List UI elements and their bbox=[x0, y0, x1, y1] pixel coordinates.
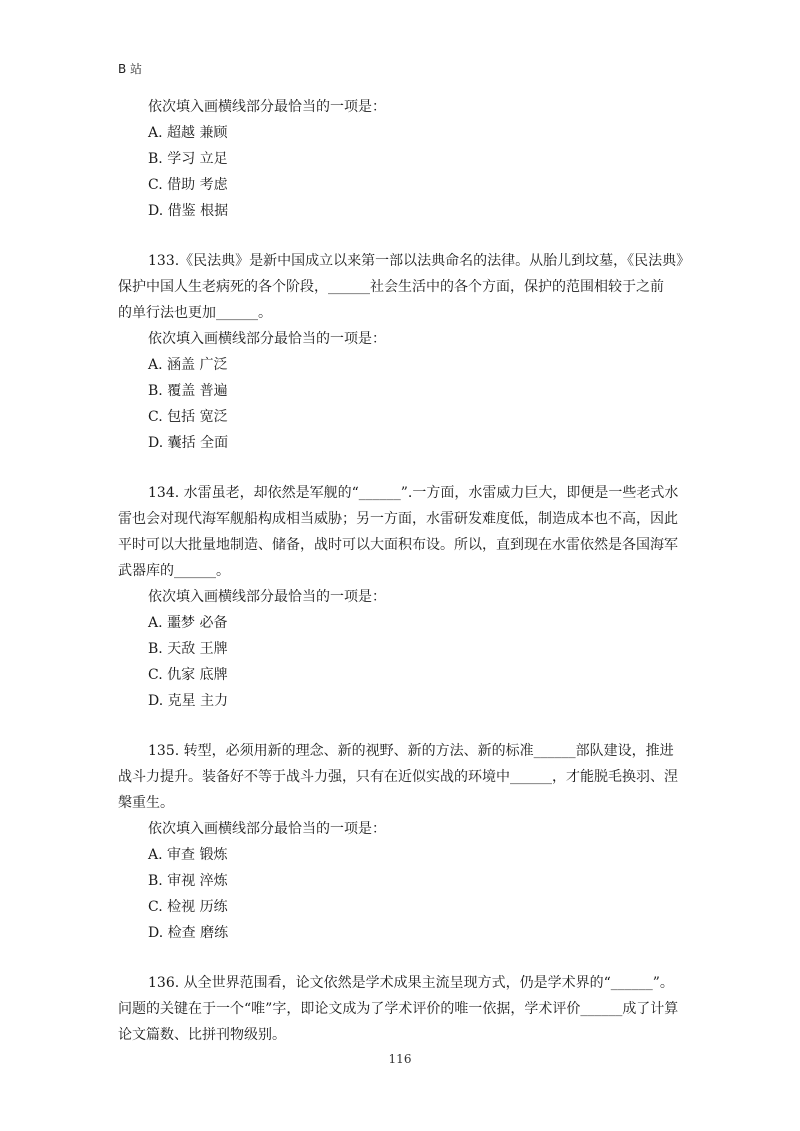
question-133-line-3: 的单行法也更加______。 bbox=[118, 305, 272, 321]
question-136-line-2: 问题的关键在于一个“唯”字，即论文成为了学术评价的唯一依据，学术评价______成了计算 bbox=[118, 1001, 679, 1017]
page-number: 116 bbox=[388, 1052, 412, 1066]
option-d: D. 克星 主力 bbox=[148, 693, 229, 709]
page-content bbox=[118, 94, 691, 1048]
question-135-line-1: 135. 转型，必须用新的理念、新的视野、新的方法、新的标准______部队建设，推进 bbox=[148, 743, 674, 759]
option-d: D. 囊括 全面 bbox=[148, 435, 229, 451]
option-a: A. 噩梦 必备 bbox=[148, 615, 228, 631]
question-135-line-3: 槃重生。 bbox=[118, 795, 174, 811]
question-134-line-3: 平时可以大批量地制造、储备，战时可以大面积布设。所以，直到现在水雷依然是各国海军 bbox=[118, 537, 678, 553]
question-134-line-4: 武器库的______。 bbox=[118, 563, 230, 579]
question-134-text bbox=[118, 480, 679, 584]
question-136-text bbox=[118, 970, 679, 1048]
page-header-label: B 站 bbox=[118, 62, 143, 76]
option-c: C. 检视 历练 bbox=[148, 899, 228, 915]
question-136-line-3: 论文篇数、比拼刊物级别。 bbox=[118, 1027, 286, 1043]
option-b: B. 审视 淬炼 bbox=[148, 873, 228, 889]
option-a: A. 超越 兼顾 bbox=[148, 125, 228, 141]
question-prompt: 依次填入画横线部分最恰当的一项是： bbox=[148, 99, 386, 115]
question-133-line-2: 保护中国人生老病死的各个阶段，______社会生活中的各个方面，保护的范围相较于之前 bbox=[118, 279, 664, 295]
option-b: B. 学习 立足 bbox=[148, 151, 228, 167]
option-a: A. 涵盖 广泛 bbox=[148, 357, 228, 373]
question-prompt: 依次填入画横线部分最恰当的一项是： bbox=[148, 821, 386, 837]
question-prompt: 依次填入画横线部分最恰当的一项是： bbox=[148, 589, 386, 605]
question-prompt: 依次填入画横线部分最恰当的一项是： bbox=[148, 331, 386, 347]
question-133-text bbox=[118, 248, 691, 326]
option-c: C. 借助 考虑 bbox=[148, 177, 228, 193]
option-c: C. 仇家 底牌 bbox=[148, 667, 228, 683]
option-d: D. 借鉴 根据 bbox=[148, 203, 229, 219]
question-134-line-2: 雷也会对现代海军舰船构成相当威胁；另一方面，水雷研发难度低，制造成本也不高，因此 bbox=[118, 511, 678, 527]
question-133-line-1: 133.《民法典》是新中国成立以来第一部以法典命名的法律。从胎儿到坟墓，《民法典》 bbox=[148, 253, 691, 269]
option-d: D. 检查 磨练 bbox=[148, 925, 229, 941]
option-b: B. 天敌 王牌 bbox=[148, 641, 228, 657]
question-135-line-2: 战斗力提升。装备好不等于战斗力强，只有在近似实战的环境中______，才能脱毛换羽、涅 bbox=[118, 769, 678, 785]
option-b: B. 覆盖 普遍 bbox=[148, 383, 228, 399]
option-c: C. 包括 宽泛 bbox=[148, 409, 228, 425]
question-136-line-1: 136. 从全世界范围看，论文依然是学术成果主流呈现方式，仍是学术界的“______”。 bbox=[148, 975, 674, 991]
question-134-line-1: 134. 水雷虽老，却依然是军舰的“______”.一方面，水雷威力巨大，即便是一些老式水 bbox=[148, 485, 679, 501]
option-a: A. 审查 锻炼 bbox=[148, 847, 228, 863]
question-135-text bbox=[118, 738, 678, 816]
